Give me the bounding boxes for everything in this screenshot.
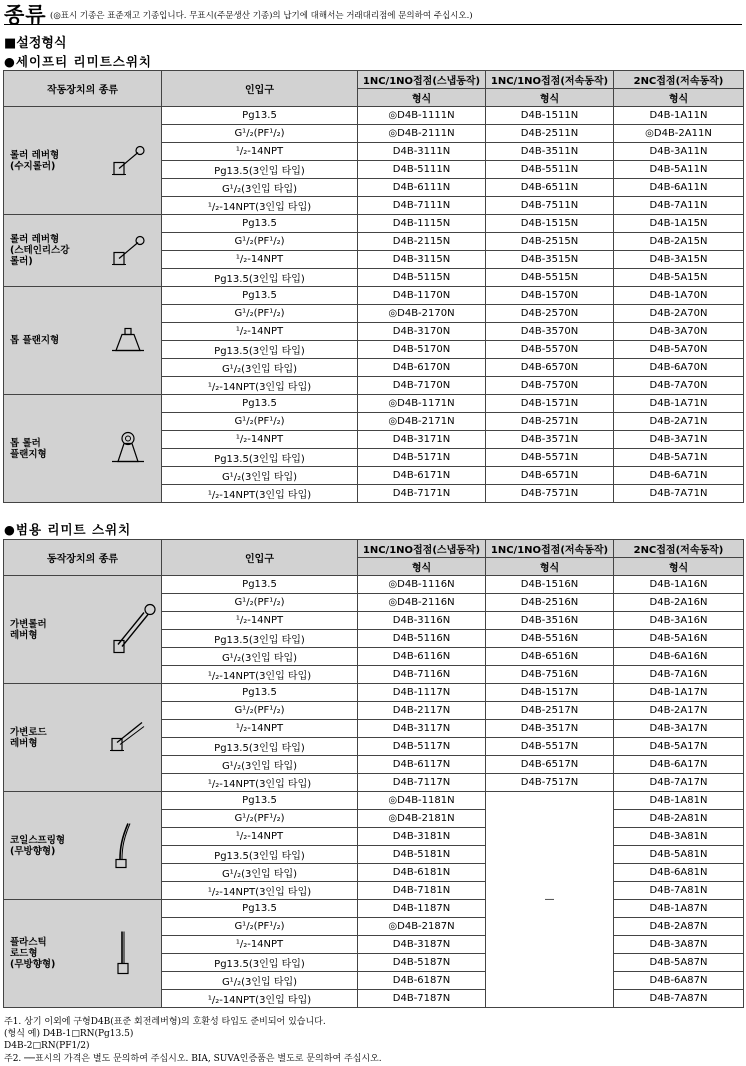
conduit-port: G¹/₂(PF¹/₂) [162,594,358,612]
actuator-type-label: 톱 플랜지형 [10,335,60,346]
conduit-port: ¹/₂-14NPT(3인입 타입) [162,990,358,1008]
adjustable-roller-lever-icon [108,600,158,659]
model-slow: D4B-6571N [486,467,614,485]
roller-lever-icon [108,232,148,269]
stock-note: (◎표시 기종은 표준재고 기종입니다. 무표시(주문생산 기종)의 납기에 대해서는 거래대리점에 문의하여 주십시오.) [50,11,473,21]
conduit-port: G¹/₂(PF¹/₂) [162,125,358,143]
model-snap: D4B-7187N [358,990,486,1008]
header-model-label: 형식 [614,89,744,107]
model-snap: D4B-3115N [358,251,486,269]
model-2nc: D4B-3A71N [614,431,744,449]
conduit-port: G¹/₂(3인입 타입) [162,467,358,485]
model-snap: D4B-3111N [358,143,486,161]
model-2nc: D4B-3A11N [614,143,744,161]
model-snap: D4B-5115N [358,269,486,287]
model-2nc: D4B-3A70N [614,323,744,341]
top-roller-plunger-icon [108,429,148,468]
model-slow: D4B-5517N [486,738,614,756]
model-snap: D4B-3117N [358,720,486,738]
conduit-port: ¹/₂-14NPT [162,323,358,341]
model-2nc: D4B-7A81N [614,882,744,900]
conduit-port: ¹/₂-14NPT(3인입 타입) [162,774,358,792]
model-snap: D4B-6181N [358,864,486,882]
conduit-port: Pg13.5(3인입 타입) [162,161,358,179]
conduit-port: G¹/₂(3인입 타입) [162,756,358,774]
page-title: 종류 [4,3,47,27]
model-snap: D4B-7116N [358,666,486,684]
conduit-port: ¹/₂-14NPT [162,251,358,269]
model-2nc: D4B-5A71N [614,449,744,467]
model-2nc: D4B-3A16N [614,612,744,630]
conduit-port: Pg13.5 [162,684,358,702]
model-2nc: D4B-7A17N [614,774,744,792]
conduit-port: ¹/₂-14NPT(3인입 타입) [162,377,358,395]
actuator-type-label: 코일스프링형 (무방향형) [10,834,66,857]
actuator-type-label: 가변롤러 레버형 [10,618,47,641]
model-snap: D4B-1170N [358,287,486,305]
table-row [4,684,744,702]
model-2nc: D4B-7A70N [614,377,744,395]
actuator-type-label: 플라스틱 로드형 (무방향형) [10,937,56,970]
model-slow: D4B-2511N [486,125,614,143]
model-2nc: D4B-1A16N [614,576,744,594]
conduit-port: ¹/₂-14NPT [162,720,358,738]
model-2nc: D4B-5A11N [614,161,744,179]
model-snap: D4B-3171N [358,431,486,449]
table-row [4,107,744,125]
conduit-port: Pg13.5(3인입 타입) [162,341,358,359]
model-snap: D4B-5170N [358,341,486,359]
table-row [4,900,744,918]
actuator-type-cell [4,287,162,395]
model-snap: ◎D4B-1111N [358,107,486,125]
adjustable-rod-lever-icon [108,716,148,759]
table2-title: ●범용 리미트 스위치 [4,522,132,537]
table1-title: ●세이프티 리미트스위치 [4,54,153,69]
model-snap: D4B-1117N [358,684,486,702]
model-snap: D4B-7111N [358,197,486,215]
model-2nc: D4B-7A71N [614,485,744,503]
model-2nc: D4B-2A81N [614,810,744,828]
model-snap: D4B-5181N [358,846,486,864]
note-1-example-b: D4B-2□RN(PF1/2) [4,1041,90,1051]
model-2nc: D4B-5A81N [614,846,744,864]
actuator-type-cell [4,792,162,900]
model-slow: D4B-6570N [486,359,614,377]
model-slow: D4B-3516N [486,612,614,630]
model-slow: D4B-2515N [486,233,614,251]
note-1-example-a: (형식 예) D4B-1□RN(Pg13.5) [4,1029,134,1039]
model-slow: D4B-5511N [486,161,614,179]
general-limit-switch-table [3,539,744,1008]
model-slow: D4B-2517N [486,702,614,720]
actuator-type-label: 롤러 레버형 (수지롤러) [10,149,60,172]
model-2nc: D4B-1A11N [614,107,744,125]
model-slow: D4B-3515N [486,251,614,269]
model-2nc: D4B-2A71N [614,413,744,431]
header-contact-3: 2NC접점(저속동작) [614,71,744,89]
conduit-port: ¹/₂-14NPT(3인입 타입) [162,666,358,684]
model-2nc: D4B-1A71N [614,395,744,413]
actuator-type-cell [4,900,162,1008]
model-snap: ◎D4B-2171N [358,413,486,431]
header-model-label: 형식 [486,558,614,576]
model-slow: D4B-2571N [486,413,614,431]
model-snap: ◎D4B-1181N [358,792,486,810]
model-slow: D4B-7516N [486,666,614,684]
model-2nc: D4B-7A16N [614,666,744,684]
model-snap: D4B-7181N [358,882,486,900]
model-snap: D4B-1115N [358,215,486,233]
actuator-type-cell [4,395,162,503]
actuator-type-label: 가변로드 레버형 [10,726,47,749]
conduit-port: Pg13.5 [162,576,358,594]
header-port: 인입구 [162,71,358,107]
header-model-label: 형식 [358,89,486,107]
roller-lever-icon [108,142,148,179]
section-title: ■설정형식 [4,36,67,51]
conduit-port: G¹/₂(PF¹/₂) [162,233,358,251]
conduit-port: Pg13.5(3인입 타입) [162,630,358,648]
model-slow: D4B-1511N [486,107,614,125]
conduit-port: Pg13.5 [162,792,358,810]
model-2nc: D4B-6A16N [614,648,744,666]
conduit-port: Pg13.5(3인입 타입) [162,738,358,756]
page-header [4,0,742,26]
model-2nc: D4B-3A15N [614,251,744,269]
conduit-port: Pg13.5(3인입 타입) [162,954,358,972]
header-model-label: 형식 [486,89,614,107]
model-snap: ◎D4B-1116N [358,576,486,594]
model-slow: D4B-1515N [486,215,614,233]
model-slow: D4B-3571N [486,431,614,449]
actuator-type-cell [4,576,162,684]
model-2nc: D4B-2A17N [614,702,744,720]
conduit-port: ¹/₂-14NPT [162,143,358,161]
model-2nc: D4B-6A11N [614,179,744,197]
model-snap: D4B-5116N [358,630,486,648]
model-slow: D4B-7517N [486,774,614,792]
model-snap: D4B-6171N [358,467,486,485]
model-slow: D4B-6511N [486,179,614,197]
model-2nc: D4B-1A15N [614,215,744,233]
model-2nc: D4B-1A17N [614,684,744,702]
model-2nc: D4B-6A71N [614,467,744,485]
model-slow: D4B-6516N [486,648,614,666]
header-port: 인입구 [162,540,358,576]
header-model-label: 형식 [614,558,744,576]
model-2nc: D4B-1A81N [614,792,744,810]
model-snap: D4B-2115N [358,233,486,251]
model-2nc: D4B-2A70N [614,305,744,323]
conduit-port: G¹/₂(PF¹/₂) [162,413,358,431]
header-kind: 작동장치의 종류 [4,71,162,107]
model-snap: D4B-1187N [358,900,486,918]
model-2nc: D4B-5A87N [614,954,744,972]
model-slow: D4B-1570N [486,287,614,305]
model-snap: ◎D4B-2187N [358,918,486,936]
conduit-port: ¹/₂-14NPT(3인입 타입) [162,882,358,900]
model-slow: D4B-7570N [486,377,614,395]
conduit-port: Pg13.5(3인입 타입) [162,269,358,287]
model-2nc: D4B-5A16N [614,630,744,648]
model-snap: D4B-5187N [358,954,486,972]
conduit-port: Pg13.5(3인입 타입) [162,449,358,467]
model-snap: D4B-3170N [358,323,486,341]
model-snap: D4B-3181N [358,828,486,846]
model-slow: D4B-3511N [486,143,614,161]
top-plunger-icon [108,324,148,357]
table-row [4,215,744,233]
conduit-port: Pg13.5 [162,900,358,918]
model-snap: D4B-6116N [358,648,486,666]
header-rule [4,24,742,25]
header-contact-3: 2NC접점(저속동작) [614,540,744,558]
model-2nc: D4B-7A11N [614,197,744,215]
model-2nc: ◎D4B-2A11N [614,125,744,143]
conduit-port: G¹/₂(PF¹/₂) [162,305,358,323]
model-2nc: D4B-6A87N [614,972,744,990]
model-2nc: D4B-6A70N [614,359,744,377]
model-snap: D4B-5111N [358,161,486,179]
conduit-port: ¹/₂-14NPT [162,431,358,449]
model-snap: D4B-6117N [358,756,486,774]
model-slow: D4B-5571N [486,449,614,467]
conduit-port: Pg13.5 [162,107,358,125]
header-contact-1: 1NC/1NO접점(스냅동작) [358,71,486,89]
conduit-port: ¹/₂-14NPT [162,828,358,846]
model-slow: D4B-3517N [486,720,614,738]
model-slow: D4B-5515N [486,269,614,287]
header-contact-2: 1NC/1NO접점(저속동작) [486,71,614,89]
model-snap: D4B-6111N [358,179,486,197]
model-snap: ◎D4B-2170N [358,305,486,323]
model-slow: D4B-1516N [486,576,614,594]
model-2nc: D4B-2A16N [614,594,744,612]
conduit-port: ¹/₂-14NPT(3인입 타입) [162,197,358,215]
note-1: 주1. 상기 이외에 구형D4B(표준 회전레버형)의 호환성 타입도 준비되어 있습니다. [4,1017,326,1027]
table-row [4,395,744,413]
safety-limit-switch-table [3,70,744,503]
model-slow: D4B-2570N [486,305,614,323]
model-snap: D4B-5117N [358,738,486,756]
model-2nc: D4B-2A15N [614,233,744,251]
table-row [4,792,744,810]
conduit-port: G¹/₂(3인입 타입) [162,359,358,377]
model-2nc: D4B-1A87N [614,900,744,918]
model-slow: D4B-3570N [486,323,614,341]
model-slow: D4B-1571N [486,395,614,413]
conduit-port: G¹/₂(3인입 타입) [162,179,358,197]
conduit-port: ¹/₂-14NPT [162,936,358,954]
model-snap: D4B-6187N [358,972,486,990]
conduit-port: G¹/₂(PF¹/₂) [162,918,358,936]
model-slow: D4B-7511N [486,197,614,215]
actuator-type-label: 톱 롤러 플랜지형 [10,437,47,460]
header-model-label: 형식 [358,558,486,576]
not-available-dash: — [486,792,614,1008]
header-kind: 동작장치의 종류 [4,540,162,576]
conduit-port: Pg13.5 [162,395,358,413]
model-snap: D4B-5171N [358,449,486,467]
conduit-port: ¹/₂-14NPT(3인입 타입) [162,485,358,503]
model-2nc: D4B-2A87N [614,918,744,936]
table-row [4,576,744,594]
model-slow: D4B-5570N [486,341,614,359]
conduit-port: G¹/₂(3인입 타입) [162,864,358,882]
actuator-type-cell [4,684,162,792]
model-2nc: D4B-7A87N [614,990,744,1008]
model-2nc: D4B-3A87N [614,936,744,954]
conduit-port: Pg13.5 [162,287,358,305]
conduit-port: Pg13.5 [162,215,358,233]
actuator-type-label: 롤러 레버형 (스테인리스강 롤러) [10,234,70,267]
model-slow: D4B-7571N [486,485,614,503]
model-snap: ◎D4B-2181N [358,810,486,828]
conduit-port: G¹/₂(PF¹/₂) [162,810,358,828]
model-snap: D4B-7117N [358,774,486,792]
model-slow: D4B-2516N [486,594,614,612]
conduit-port: G¹/₂(3인입 타입) [162,648,358,666]
model-snap: D4B-7171N [358,485,486,503]
model-2nc: D4B-6A17N [614,756,744,774]
note-2: 주2. ──표시의 가격은 별도 문의하여 주십시오. BIA, SUVA인증품은 별도로 문의하여 주십시오. [4,1054,382,1064]
plastic-rod-icon [108,927,138,980]
model-snap: D4B-7170N [358,377,486,395]
model-snap: D4B-3116N [358,612,486,630]
model-2nc: D4B-5A15N [614,269,744,287]
model-2nc: D4B-3A17N [614,720,744,738]
model-snap: D4B-6170N [358,359,486,377]
model-2nc: D4B-6A81N [614,864,744,882]
actuator-type-cell [4,107,162,215]
conduit-port: Pg13.5(3인입 타입) [162,846,358,864]
table-row [4,287,744,305]
model-snap: ◎D4B-2116N [358,594,486,612]
model-2nc: D4B-5A70N [614,341,744,359]
model-2nc: D4B-1A70N [614,287,744,305]
coil-spring-icon [108,819,138,872]
model-snap: D4B-3187N [358,936,486,954]
conduit-port: ¹/₂-14NPT [162,612,358,630]
conduit-port: G¹/₂(3인입 타입) [162,972,358,990]
model-slow: D4B-6517N [486,756,614,774]
model-snap: ◎D4B-1171N [358,395,486,413]
conduit-port: G¹/₂(PF¹/₂) [162,702,358,720]
model-2nc: D4B-3A81N [614,828,744,846]
model-slow: D4B-1517N [486,684,614,702]
model-slow: D4B-5516N [486,630,614,648]
header-contact-2: 1NC/1NO접점(저속동작) [486,540,614,558]
model-snap: ◎D4B-2111N [358,125,486,143]
model-2nc: D4B-5A17N [614,738,744,756]
header-contact-1: 1NC/1NO접점(스냅동작) [358,540,486,558]
actuator-type-cell [4,215,162,287]
model-snap: D4B-2117N [358,702,486,720]
